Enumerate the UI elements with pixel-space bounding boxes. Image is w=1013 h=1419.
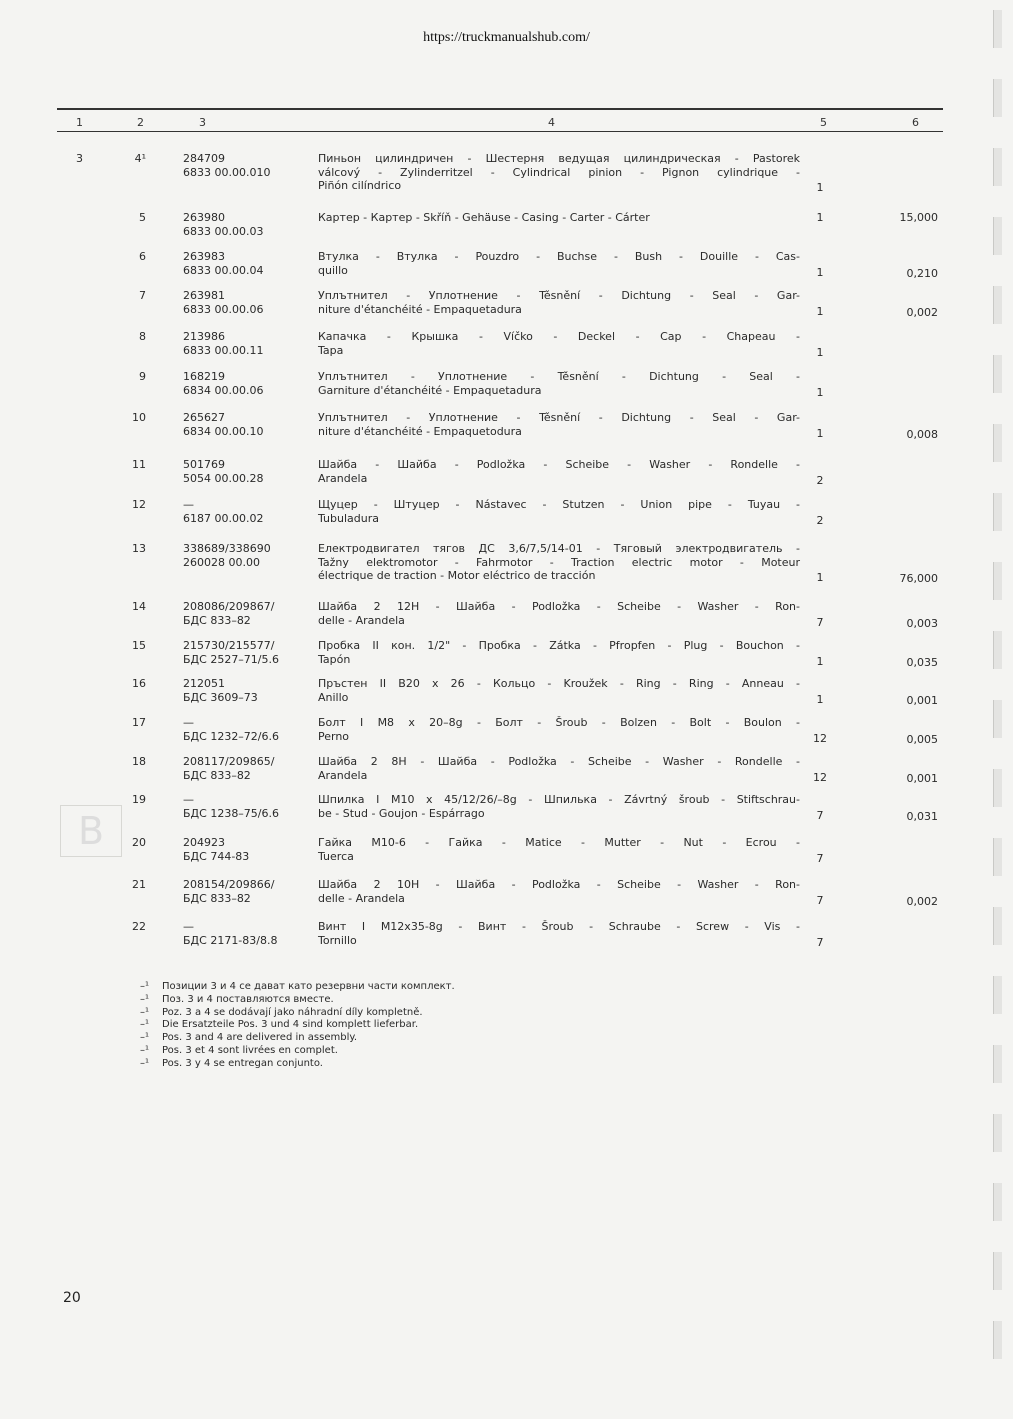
edge-tab: [993, 355, 1002, 393]
table-cell-position: 15: [132, 639, 146, 652]
header-col-2: 2: [137, 116, 144, 129]
part-number-line: БДС 833–82: [183, 768, 251, 782]
table-cell-quantity: 7: [816, 808, 824, 822]
part-number-line: 263980: [183, 211, 225, 224]
description-line: Шайба 2 8H - Шайба - Podložka - Scheibe - Washer - Rondelle -: [318, 755, 800, 768]
part-number-line: 6833 00.00.03: [183, 224, 264, 238]
table-cell-quantity: 2: [816, 473, 824, 487]
header-col-4: 4: [548, 116, 555, 129]
part-number-line: 208086/209867/: [183, 600, 275, 613]
table-cell-part-number: [183, 600, 308, 627]
description-line: Винт I M12x35-8g - Винт - Šroub - Schraube - Screw - Vis -: [318, 920, 800, 933]
part-number-line: 6187 00.00.02: [183, 511, 264, 525]
table-cell-weight: 0,002: [906, 894, 938, 908]
edge-tab: [993, 1114, 1002, 1152]
description-line: Шпилка I M10 x 45/12/26/–8g - Шпилька - Závrtný šroub - Stiftschrau-: [318, 793, 800, 806]
table-cell-quantity: 2: [816, 513, 824, 527]
table-top-rule: [57, 108, 943, 110]
part-number-line: 6833 00.00.06: [183, 302, 264, 316]
table-cell-description: [318, 716, 800, 743]
table-cell-quantity: 7: [816, 615, 824, 629]
page-number: 20: [63, 1290, 81, 1306]
part-number-line: БДС 3609–73: [183, 690, 258, 704]
description-line: Tapa: [318, 343, 344, 357]
table-cell-position: 14: [132, 600, 146, 613]
table-cell-description: [318, 836, 800, 863]
source-url: https://truckmanualshub.com/: [423, 30, 590, 45]
table-cell-quantity: 1: [816, 571, 824, 584]
part-number-line: 212051: [183, 677, 225, 690]
description-line: quillo: [318, 263, 348, 277]
table-cell-quantity: 1: [816, 426, 824, 440]
part-number-line: 6834 00.00.10: [183, 424, 264, 438]
table-cell-description: [318, 600, 800, 627]
table-cell-description: [318, 793, 800, 820]
table-cell-part-number: [183, 458, 308, 485]
table-cell-description: [318, 289, 800, 316]
part-number-line: 168219: [183, 370, 225, 383]
footnote-mark: –¹: [140, 1032, 150, 1044]
description-line: électrique de traction - Motor eléctrico de tracción: [318, 569, 596, 582]
table-cell-position: 16: [132, 677, 146, 690]
edge-tab: [993, 1321, 1002, 1359]
edge-tab: [993, 1045, 1002, 1083]
table-cell-weight: 0,003: [906, 616, 938, 630]
part-number-line: 338689/338690: [183, 542, 271, 555]
description-line: Уплътнител - Уплотнение - Těsnění - Dichtung - Seal - Gar-: [318, 289, 800, 302]
table-cell-quantity: 1: [816, 211, 824, 224]
part-number-line: 5054 00.00.28: [183, 471, 264, 485]
footnote-text: Поз. 3 и 4 поставляются вместе.: [162, 993, 334, 1005]
part-number-line: 213986: [183, 330, 225, 343]
table-cell-weight: 0,002: [906, 305, 938, 319]
description-line: niture d'étanchéité - Empaquetadura: [318, 302, 522, 316]
table-cell-part-number: [183, 793, 308, 820]
table-cell-position: 12: [132, 498, 146, 511]
table-cell-part-number: [183, 755, 308, 782]
edge-tab: [993, 10, 1002, 48]
table-cell-position: 20: [132, 836, 146, 849]
description-line: Tuerca: [318, 849, 354, 863]
description-line: Пръстен II B20 x 26 - Кольцо - Kroužek - Ring - Ring - Anneau -: [318, 677, 800, 690]
table-cell-position: 17: [132, 716, 146, 729]
table-cell-weight: 76,000: [899, 572, 938, 585]
edge-tab: [993, 769, 1002, 807]
description-line: Tapón: [318, 652, 351, 666]
edge-tab: [993, 1252, 1002, 1290]
table-cell-weight: 0,031: [906, 809, 938, 823]
description-line: be - Stud - Goujon - Espárrago: [318, 806, 485, 820]
table-cell-position: 5: [139, 211, 146, 224]
footnote-text: Pos. 3 et 4 sont livrées en complet.: [162, 1044, 338, 1056]
table-cell-quantity: 7: [816, 893, 824, 907]
table-cell-position: 9: [139, 370, 146, 383]
description-line: Картер - Картер - Skříň - Gehäuse - Casing - Carter - Cárter: [318, 211, 650, 224]
description-line: Електродвигател тягов ДС 3,6/7,5/14-01 - Тяговый электродвигатель -: [318, 542, 800, 555]
part-number-line: —: [183, 716, 194, 729]
table-cell-description: [318, 330, 800, 357]
table-cell-part-number: [183, 250, 308, 277]
table-cell-part-number: [183, 716, 308, 743]
table-cell-position: 4¹: [134, 152, 146, 165]
edge-tab: [993, 148, 1002, 186]
table-header-rule: [57, 131, 943, 132]
part-number-line: 6833 00.00.11: [183, 343, 264, 357]
description-line: Garniture d'étanchéité - Empaquetadura: [318, 383, 542, 397]
description-line: Пиньон цилиндричен - Шестерня ведущая цилиндрическая - Pastorek: [318, 152, 800, 165]
part-number-line: 263981: [183, 289, 225, 302]
table-cell-description: [318, 878, 800, 905]
edge-tab: [993, 700, 1002, 738]
edge-tab: [993, 838, 1002, 876]
part-number-line: —: [183, 793, 194, 806]
footnote-text: Poz. 3 a 4 se dodávají jako náhradní díly kompletně.: [162, 1006, 423, 1018]
part-number-line: 284709: [183, 152, 225, 165]
description-line: Perno: [318, 729, 350, 743]
description-line: Болт I M8 x 20–8g - Болт - Šroub - Bolzen - Bolt - Boulon -: [318, 716, 800, 729]
edge-tab: [993, 424, 1002, 462]
description-line: Уплътнител - Уплотнение - Těsnění - Dichtung - Seal -: [318, 370, 800, 383]
part-number-line: 6833 00.00.04: [183, 263, 264, 277]
description-line: Шайба 2 10H - Шайба - Podložka - Scheibe - Washer - Ron-: [318, 878, 800, 891]
table-cell-position: 8: [139, 330, 146, 343]
table-cell-description: [318, 920, 800, 947]
table-cell-part-number: [183, 920, 308, 947]
part-number-line: 208154/209866/: [183, 878, 275, 891]
description-line: Гайка M10-6 - Гайка - Matice - Mutter - Nut - Ecrou -: [318, 836, 800, 849]
table-cell-part-number: [183, 330, 308, 357]
part-number-line: 6834 00.00.06: [183, 383, 264, 397]
table-cell-description: [318, 211, 800, 225]
header-col-5: 5: [820, 116, 827, 129]
edge-tab: [993, 493, 1002, 531]
edge-tab: [993, 907, 1002, 945]
part-number-line: БДС 833–82: [183, 891, 251, 905]
table-cell-position: 7: [139, 289, 146, 302]
description-line: Arandela: [318, 768, 368, 782]
table-cell-quantity: 1: [816, 345, 824, 359]
part-number-line: БДС 1232–72/6.6: [183, 729, 280, 743]
edge-tab: [993, 631, 1002, 669]
part-number-line: —: [183, 498, 194, 511]
table-cell-quantity: 7: [816, 935, 824, 949]
table-cell-description: [318, 370, 800, 397]
description-line: Tornillo: [318, 933, 357, 947]
table-cell-description: [318, 152, 800, 193]
table-cell-description: [318, 542, 800, 583]
part-number-line: 501769: [183, 458, 225, 471]
part-number-line: БДС 1238–75/6.6: [183, 806, 280, 820]
footnote-text: Позиции 3 и 4 се дават като резервни части комплект.: [162, 981, 455, 992]
table-cell-position: 22: [132, 920, 146, 933]
description-line: delle - Arandela: [318, 891, 405, 905]
description-line: Втулка - Втулка - Pouzdro - Buchse - Bush - Douille - Cas-: [318, 250, 800, 263]
table-cell-description: [318, 639, 800, 666]
table-cell-quantity: 1: [816, 654, 824, 668]
table-cell-quantity: 12: [813, 731, 827, 745]
edge-tab: [993, 286, 1002, 324]
footnote-mark: –¹: [140, 1019, 150, 1031]
description-line: Anillo: [318, 690, 349, 704]
edge-tab: [993, 1183, 1002, 1221]
footnote-mark: –¹: [140, 1044, 150, 1056]
table-cell-part-number: [183, 836, 308, 863]
footnote-text: Pos. 3 and 4 are delivered in assembly.: [162, 1032, 358, 1044]
table-cell-weight: 0,001: [906, 771, 938, 785]
edge-tab: [993, 217, 1002, 255]
description-line: Piñón cilíndrico: [318, 179, 402, 192]
table-cell-description: [318, 677, 800, 704]
description-line: delle - Arandela: [318, 613, 405, 627]
part-number-line: БДС 833–82: [183, 613, 251, 627]
table-cell-position: 18: [132, 755, 146, 768]
description-line: Уплътнител - Уплотнение - Těsnění - Dichtung - Seal - Gar-: [318, 411, 800, 424]
header-col-1: 1: [76, 116, 83, 129]
table-cell-quantity: 7: [816, 851, 824, 865]
table-cell-position: 11: [132, 458, 146, 471]
table-cell-part-number: [183, 152, 308, 179]
description-line: válcový - Zylinderritzel - Cylindrical pinion - Pignon cylindrique -: [318, 165, 800, 179]
bleed-through-mark: B: [60, 805, 122, 857]
description-line: Шайба 2 12H - Шайба - Podložka - Scheibe - Washer - Ron-: [318, 600, 800, 613]
part-number-line: —: [183, 920, 194, 933]
table-cell-description: [318, 755, 800, 782]
description-line: Tažny elektromotor - Fahrmotor - Traction electric motor - Moteur: [318, 555, 800, 569]
edge-tab: [993, 562, 1002, 600]
table-cell-part-number: [183, 542, 308, 569]
edge-tab: [993, 79, 1002, 117]
part-number-line: БДС 2527–71/5.6: [183, 652, 280, 666]
table-cell-group: 3: [76, 152, 83, 165]
table-cell-part-number: [183, 498, 308, 525]
footnote-mark: –¹: [140, 1006, 150, 1018]
table-cell-weight: 0,210: [906, 266, 938, 280]
part-number-line: 215730/215577/: [183, 639, 275, 652]
description-line: niture d'étanchéité - Empaquetodura: [318, 424, 522, 438]
footnote-text: Die Ersatzteile Pos. 3 und 4 sind komplett lieferbar.: [162, 1019, 419, 1031]
table-cell-position: 13: [132, 542, 146, 555]
table-cell-description: [318, 458, 800, 485]
table-cell-quantity: 1: [816, 692, 824, 706]
table-cell-position: 6: [139, 250, 146, 263]
footnote-mark: –¹: [140, 981, 150, 992]
description-line: Капачка - Крышка - Víčko - Deckel - Cap - Chapeau -: [318, 330, 800, 343]
footnote-text: Pos. 3 y 4 se entregan conjunto.: [162, 1057, 323, 1069]
table-cell-weight: 0,001: [906, 693, 938, 707]
part-number-line: 265627: [183, 411, 225, 424]
part-number-line: БДС 744-83: [183, 849, 250, 863]
table-cell-quantity: 12: [813, 770, 827, 784]
part-number-line: 260028 00.00: [183, 555, 260, 569]
footnote-mark: –¹: [140, 1057, 150, 1069]
header-col-3: 3: [199, 116, 206, 129]
table-cell-weight: 15,000: [899, 211, 938, 224]
part-number-line: 263983: [183, 250, 225, 263]
table-cell-quantity: 1: [816, 265, 824, 279]
part-number-line: БДС 2171-83/8.8: [183, 933, 278, 947]
table-cell-description: [318, 411, 800, 438]
table-cell-weight: 0,008: [906, 427, 938, 441]
part-number-line: 6833 00.00.010: [183, 165, 271, 179]
edge-tab: [993, 976, 1002, 1014]
table-cell-part-number: [183, 211, 308, 238]
table-cell-quantity: 1: [816, 385, 824, 399]
table-cell-part-number: [183, 639, 308, 666]
description-line: Шайба - Шайба - Podložka - Scheibe - Washer - Rondelle -: [318, 458, 800, 471]
description-line: Пробка II кон. 1/2" - Пробка - Zátka - Pfropfen - Plug - Bouchon -: [318, 639, 800, 652]
table-cell-description: [318, 250, 800, 277]
description-line: Tubuladura: [318, 511, 379, 525]
table-cell-part-number: [183, 411, 308, 438]
part-number-line: 204923: [183, 836, 225, 849]
header-col-6: 6: [912, 116, 919, 129]
table-cell-quantity: 1: [816, 304, 824, 318]
description-line: Arandela: [318, 471, 368, 485]
footnote-mark: –¹: [140, 993, 150, 1005]
table-cell-quantity: 1: [816, 181, 824, 194]
description-line: Щуцер - Штуцер - Nástavec - Stutzen - Union pipe - Tuyau -: [318, 498, 800, 511]
table-cell-description: [318, 498, 800, 525]
table-cell-part-number: [183, 370, 308, 397]
part-number-line: 208117/209865/: [183, 755, 275, 768]
table-cell-position: 21: [132, 878, 146, 891]
table-cell-position: 10: [132, 411, 146, 424]
table-cell-weight: 0,005: [906, 732, 938, 746]
table-cell-weight: 0,035: [906, 655, 938, 669]
table-cell-part-number: [183, 677, 308, 704]
table-cell-position: 19: [132, 793, 146, 806]
table-cell-part-number: [183, 289, 308, 316]
table-cell-part-number: [183, 878, 308, 905]
